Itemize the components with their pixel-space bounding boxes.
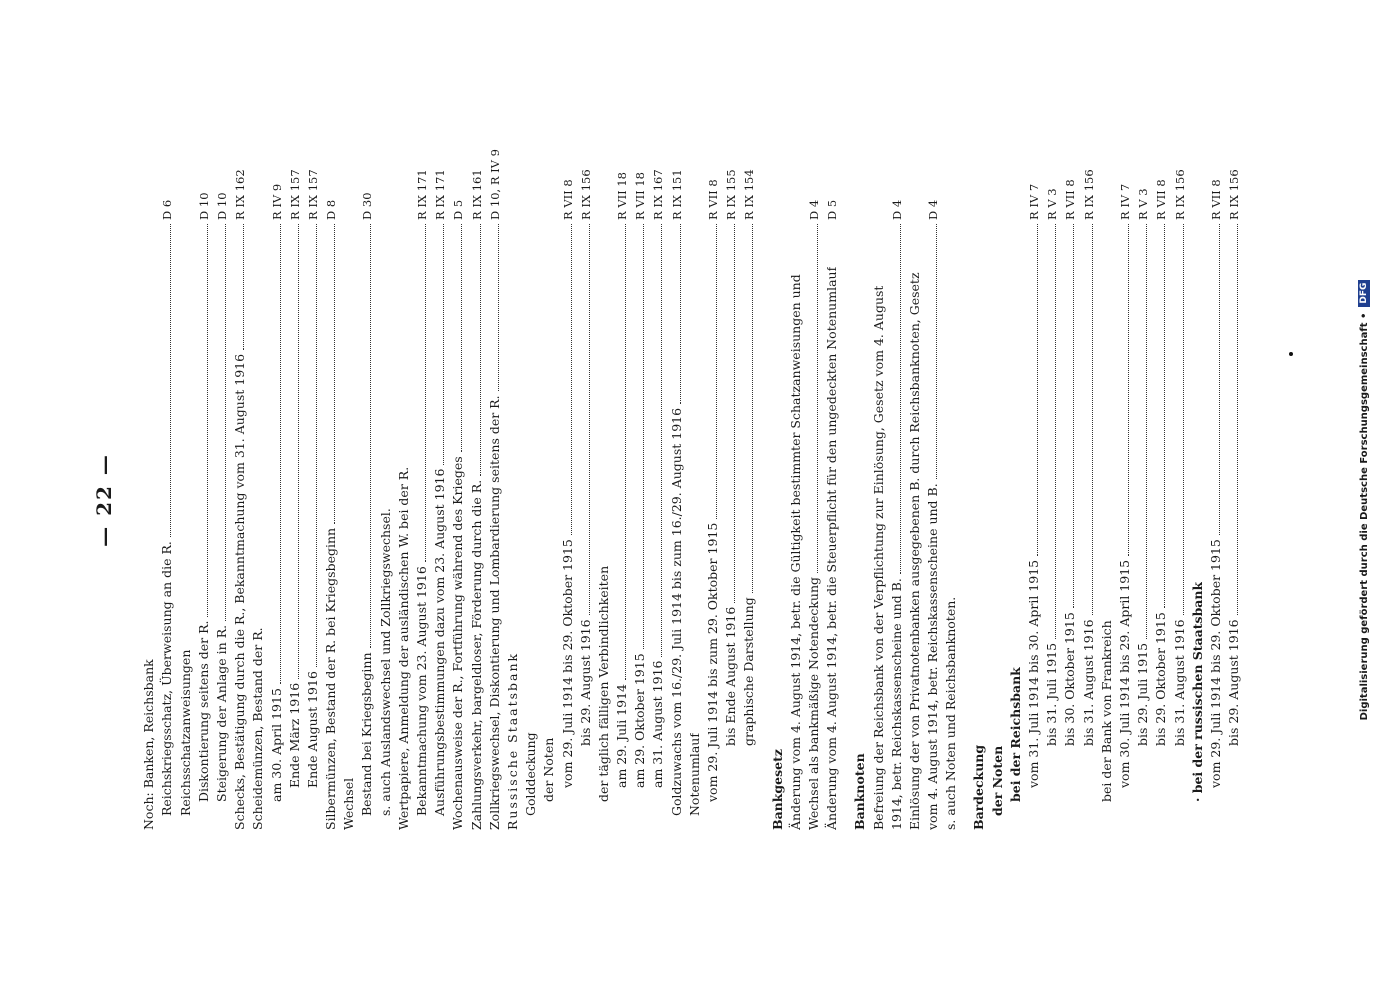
entry-reference: R IX 171 [415, 169, 429, 220]
index-entry [740, 130, 758, 830]
index-entry [540, 130, 558, 830]
leader-dots [589, 224, 590, 615]
leader-dots [1073, 224, 1074, 608]
index-entry [449, 130, 467, 830]
entry-reference: R VII 8 [560, 179, 575, 220]
entry-text: der Noten [541, 737, 557, 802]
index-entry [322, 130, 340, 830]
entry-reference: R VII 18 [615, 172, 630, 220]
index-entry [667, 130, 685, 830]
index-entry [340, 130, 358, 830]
leader-dots [443, 224, 444, 465]
entry-reference: D 4 [889, 199, 904, 220]
entry-text: Reichskriegsschatz, Überweisung an die R. [159, 541, 175, 816]
index-entry [888, 130, 906, 830]
leader-dots [1183, 224, 1184, 615]
entry-reference: R IX 157 [287, 169, 302, 220]
entry-text: vom 29. Juli 1914 bis 29. Oktober 1915 [1207, 539, 1223, 788]
index-entry [504, 130, 522, 830]
index-entry [140, 130, 158, 830]
index-entry [1116, 130, 1134, 830]
entry-text: Befreiung der Reichsbank von der Verpflichtung zur Einlösung, Gesetz vom 4. August [870, 285, 886, 830]
entry-text: Wochenausweise der R., Fortführung während des Krieges [450, 456, 466, 830]
leader-dots [680, 224, 681, 404]
index-entry [522, 130, 540, 830]
index-entry [988, 130, 1006, 830]
page-number: — 22 — [92, 453, 116, 547]
entry-text: Ende August 1916 [304, 671, 320, 788]
index-entry [595, 130, 613, 830]
index-entries [140, 130, 1243, 830]
entry-reference: R VII 8 [1208, 179, 1223, 220]
entry-reference: R VII 18 [633, 172, 648, 220]
index-entry [924, 130, 942, 830]
entry-text: am 29. Oktober 1915 [632, 653, 648, 788]
entry-reference: D 5 [451, 199, 466, 220]
index-entry [267, 130, 285, 830]
leader-dots [571, 224, 572, 535]
entry-reference: R IX 162 [233, 169, 248, 220]
entry-reference: R IX 154 [742, 169, 757, 220]
index-entry [286, 130, 304, 830]
entry-reference: R IX 157 [305, 169, 320, 220]
index-entry [304, 130, 322, 830]
index-entry [787, 130, 805, 830]
entry-text: Noch: Banken, Reichsbank [141, 659, 157, 830]
entry-reference: R IX 171 [433, 169, 448, 220]
entry-text: Wertpapiere, Anmeldung der ausländischen W. bei der R. [395, 466, 411, 830]
leader-dots [661, 224, 662, 657]
footer-text: Digitalisierung gefördert durch die Deutsche Forschungsgemeinschaft • [1358, 312, 1370, 721]
index-entry [358, 130, 376, 830]
leader-dots [1237, 224, 1238, 615]
scan-speck [1289, 352, 1293, 356]
footer [1358, 0, 1370, 1000]
leader-dots [498, 224, 499, 391]
leader-dots [643, 224, 644, 649]
index-entry [869, 130, 887, 830]
index-entry [768, 130, 786, 830]
entry-reference: R IV 7 [1117, 183, 1132, 220]
entry-text: vom 4. August 1914, betr. Reichskassenscheine und B. [925, 483, 941, 830]
index-entry [631, 130, 649, 830]
index-entry [249, 130, 267, 830]
entry-text: bei der Bank von Frankreich [1098, 620, 1114, 802]
entry-text: graphische Darstellung [741, 597, 757, 746]
leader-dots [1164, 224, 1165, 608]
leader-dots [370, 224, 371, 649]
entry-text: der Noten [989, 745, 1005, 816]
entry-text: Goldzuwachs vom 16./29. Juli 1914 bis zum 16./29. August 1916 [668, 407, 684, 816]
entry-reference: R IX 151 [669, 169, 684, 220]
index-entry [195, 130, 213, 830]
leader-dots [316, 224, 317, 667]
index-entry [158, 130, 176, 830]
entry-reference: D 4 [926, 199, 941, 220]
entry-reference: R VII 8 [1154, 179, 1169, 220]
entry-reference: D 10 [214, 192, 229, 220]
entry-reference: D 5 [825, 199, 840, 220]
entry-text: Änderung vom 4. August 1914, betr. die Gültigkeit bestimmter Schatzanweisungen und [787, 274, 803, 830]
index-entry [1134, 130, 1152, 830]
index-entry [613, 130, 631, 830]
entry-text: bis 30. Oktober 1915 [1062, 612, 1078, 746]
index-entry [686, 130, 704, 830]
section-gap [758, 130, 768, 830]
leader-dots [1055, 224, 1056, 639]
index-entry [942, 130, 960, 830]
entry-text: Bestand bei Kriegsbeginn [359, 652, 375, 816]
leader-dots [817, 224, 818, 573]
leader-dots [225, 224, 226, 621]
entry-text: vom 29. Juli 1914 bis zum 29. Oktober 1915 [705, 522, 720, 802]
entry-text: am 31. August 1916 [650, 660, 666, 788]
index-entry [1043, 130, 1061, 830]
entry-text: Einlösung der von Privatnotenbanken ausgegebenen B. durch Reichsbanknoten, Gesetz [906, 272, 922, 830]
index-entry [395, 130, 413, 830]
leader-dots [480, 224, 481, 476]
entry-reference: R IX 161 [469, 169, 484, 220]
leader-dots [734, 224, 735, 603]
entry-text: bei der Reichsbank [1007, 667, 1023, 802]
leader-dots [334, 224, 335, 524]
leader-dots [207, 224, 208, 617]
index-entry [486, 130, 504, 830]
leader-dots [1146, 224, 1147, 639]
leader-dots [243, 224, 244, 350]
index-entry [213, 130, 231, 830]
entry-text: bis 31. August 1916 [1171, 619, 1187, 746]
entry-reference: R IX 156 [578, 169, 593, 220]
leader-dots [936, 224, 937, 479]
entry-reference: R VII 8 [1063, 179, 1078, 220]
index-entry [1207, 130, 1225, 830]
entry-reference: D 30 [360, 192, 375, 220]
leader-dots [625, 224, 626, 680]
leader-dots [752, 224, 753, 593]
leader-dots [1092, 224, 1093, 615]
entry-text: Steigerung der Anlage in R. [213, 624, 229, 802]
entry-reference: R IX 167 [651, 169, 666, 220]
leader-dots [170, 224, 171, 537]
leader-dots [461, 224, 462, 452]
entry-text: bis 29. Juli 1915 [1135, 642, 1151, 746]
entry-text: Zollkriegswechsel, Diskontierung und Lombardierung seitens der R. [486, 395, 502, 830]
leader-dots [1128, 224, 1129, 556]
entry-text: bis 31. Juli 1915 [1044, 642, 1060, 746]
entry-text: 1914, betr. Reichskassenscheine und B. [888, 578, 904, 830]
leader-dots [900, 224, 901, 574]
index-entry [1098, 130, 1116, 830]
entry-text: s. auch Auslandswechsel und Zollkriegswechsel. [377, 508, 393, 816]
index-entry [649, 130, 667, 830]
section-gap [841, 130, 851, 830]
leader-dots [716, 224, 717, 519]
entry-reference: D 6 [160, 199, 175, 220]
entry-reference: R IV 9 [269, 183, 284, 220]
index-entry [1025, 130, 1043, 830]
entry-reference: R IX 156 [1172, 169, 1187, 220]
entry-text: Diskontierung seitens der R. [195, 620, 211, 802]
entry-reference: D 10, R IV 9 [487, 149, 502, 220]
entry-text: bis Ende August 1916 [723, 606, 739, 746]
entry-text: bis 29. August 1916 [577, 619, 593, 746]
index-entry [231, 130, 249, 830]
entry-text: Banknoten [852, 753, 868, 830]
entry-text: am 29. Juli 1914 [614, 684, 630, 788]
index-entry [176, 130, 194, 830]
entry-reference: R IX 156 [1227, 169, 1242, 220]
entry-reference: R IV 7 [1027, 183, 1041, 220]
entry-text: bis 31. August 1916 [1080, 619, 1096, 746]
index-entry [1152, 130, 1170, 830]
index-entry [431, 130, 449, 830]
entry-text: vom 29. Juli 1914 bis 29. Oktober 1915 [559, 539, 575, 788]
entry-text: · bei der russischen Staatsbank [1189, 581, 1205, 802]
entry-text: s. auch Noten und Reichsbanknoten. [943, 596, 959, 830]
entry-text: Wechsel als bankmäßige Notendeckung [805, 576, 821, 830]
entry-reference: D 8 [324, 199, 339, 220]
index-entry [558, 130, 576, 830]
entry-text: Zahlungsverkehr, bargeldloser, Förderung durch die R. [468, 479, 484, 830]
dfg-logo: DFG [1358, 280, 1370, 307]
entry-reference: D 10 [196, 192, 211, 220]
entry-text: Scheidemünzen, Bestand der R. [250, 627, 266, 830]
entry-text: der täglich fälligen Verbindlichkeiten [595, 565, 611, 802]
index-entry [722, 130, 740, 830]
leader-dots [298, 224, 299, 679]
index-entry [413, 130, 431, 830]
entry-text: Bankgesetz [769, 749, 785, 830]
index-entry [851, 130, 869, 830]
leader-dots [425, 224, 426, 562]
index-entry [1079, 130, 1097, 830]
entry-text: Schecks, Bestätigung durch die R., Bekanntmachung vom 31. August 1916 [232, 353, 248, 830]
entry-text: Wechsel [341, 777, 357, 830]
section-gap [960, 130, 970, 830]
index-entry [467, 130, 485, 830]
leader-dots [1037, 224, 1038, 556]
entry-text: bis 29. Oktober 1915 [1153, 612, 1169, 746]
entry-text: Reichsschatzanweisungen [177, 649, 193, 816]
index-entry [1225, 130, 1243, 830]
entry-text: vom 30. Juli 1914 bis 29. April 1915 [1116, 559, 1132, 788]
index-entry [1170, 130, 1188, 830]
leader-dots [280, 224, 281, 684]
entry-reference: D 4 [806, 199, 821, 220]
index-entry [1061, 130, 1079, 830]
entry-text: Russische Staatsbank [504, 651, 520, 830]
entry-text: Ausführungsbestimmungen dazu vom 23. August 1916 [432, 468, 448, 816]
entry-text: Golddeckung [523, 732, 539, 816]
index-entry [376, 130, 394, 830]
entry-reference: R V 3 [1136, 188, 1151, 220]
entry-text: vom 31. Juli 1914 bis 30. April 1915 [1026, 559, 1041, 788]
entry-text: Bardeckung [971, 744, 987, 830]
index-entry [906, 130, 924, 830]
entry-reference: R V 3 [1045, 188, 1060, 220]
entry-text: Bekanntmachung vom 23. August 1916 [414, 566, 429, 816]
index-entry [577, 130, 595, 830]
index-entry [805, 130, 823, 830]
entry-text: Änderung vom 4. August 1914, betr. die Steuerpflicht für den ungedeckten Notenumlauf [824, 266, 840, 830]
entry-reference: R IX 155 [724, 169, 739, 220]
entry-text: Notenumlauf [686, 733, 702, 816]
index-entry [704, 130, 722, 830]
entry-text: am 30. April 1915 [268, 688, 284, 802]
leader-dots [1219, 224, 1220, 535]
entry-text: Ende März 1916 [286, 682, 302, 788]
entry-text: bis 29. August 1916 [1226, 619, 1242, 746]
index-entry [970, 130, 988, 830]
index-entry [1007, 130, 1025, 830]
entry-reference: R VII 8 [706, 179, 720, 220]
entry-text: Silbermünzen, Bestand der R. bei Kriegsbeginn [323, 527, 339, 830]
entry-reference: R IX 156 [1081, 169, 1096, 220]
index-entry [823, 130, 841, 830]
index-entry [1189, 130, 1207, 830]
